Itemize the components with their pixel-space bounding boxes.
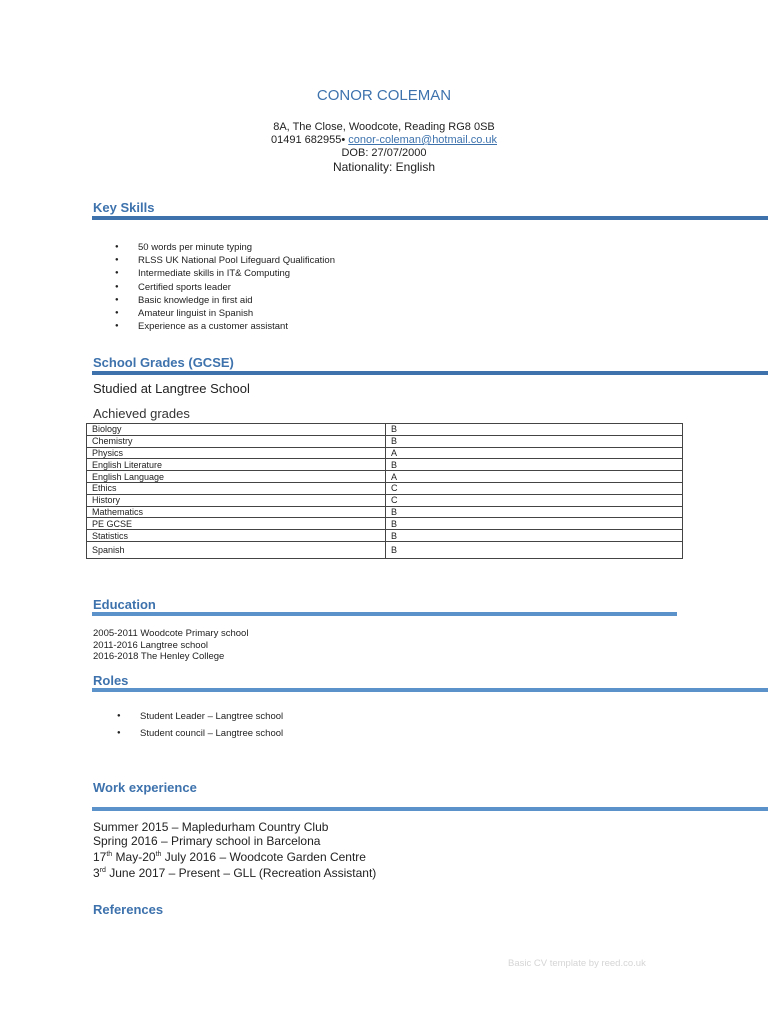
subject-cell: English Literature: [87, 459, 386, 471]
list-item: ● Amateur linguist in Spanish: [115, 307, 335, 320]
work-experience-list: [93, 820, 376, 880]
roles-heading: Roles: [93, 673, 129, 688]
grade-cell: C: [386, 494, 683, 506]
grades-table: [86, 423, 683, 559]
table-row: [87, 518, 683, 530]
list-item: 2011-2016 Langtree school: [93, 639, 208, 651]
subject-cell: PE GCSE: [87, 518, 386, 530]
achieved-grades-label: Achieved grades: [93, 406, 190, 421]
grade-cell: B: [386, 541, 683, 558]
list-item: ● Experience as a customer assistant: [115, 320, 335, 333]
address: 8A, The Close, Woodcote, Reading RG8 0SB: [273, 121, 495, 133]
school-grades-heading: School Grades (GCSE): [93, 355, 234, 370]
subject-cell: Statistics: [87, 530, 386, 542]
subject-cell: Ethics: [87, 482, 386, 494]
grade-cell: B: [386, 506, 683, 518]
table-row: [87, 541, 683, 558]
grade-cell: B: [386, 424, 683, 436]
phone-email-line: [0, 134, 768, 147]
list-item: ● Basic knowledge in first aid: [115, 294, 335, 307]
list-item: 17th May-20th July 2016 – Woodcote Garden Centre: [93, 850, 366, 864]
table-row: [87, 482, 683, 494]
work-experience-heading: Work experience: [93, 780, 197, 795]
table-row: [87, 459, 683, 471]
studied-at: Studied at Langtree School: [93, 381, 250, 396]
list-item: Spring 2016 – Primary school in Barcelona: [93, 834, 321, 848]
list-item: 3rd June 2017 – Present – GLL (Recreation Assistant): [93, 866, 377, 880]
email-link[interactable]: conor-coleman@hotmail.co.uk: [348, 134, 497, 146]
education-rule: [92, 612, 677, 616]
subject-cell: Mathematics: [87, 506, 386, 518]
roles-list: [117, 710, 283, 744]
grade-cell: A: [386, 447, 683, 459]
table-row: [87, 435, 683, 447]
list-item: ● RLSS UK National Pool Lifeguard Qualification: [115, 254, 335, 267]
subject-cell: Physics: [87, 447, 386, 459]
references-heading: References: [93, 902, 164, 917]
key-skills-rule: [92, 216, 768, 220]
subject-cell: English Language: [87, 471, 386, 483]
work-experience-rule: [92, 807, 768, 811]
table-row: [87, 471, 683, 483]
key-skills-list: [115, 241, 335, 333]
subject-cell: Biology: [87, 424, 386, 436]
list-item: ● Student council – Langtree school: [117, 727, 283, 740]
contact-block: [0, 121, 768, 175]
education-heading: Education: [93, 597, 156, 612]
education-list: [93, 628, 248, 663]
grade-cell: A: [386, 471, 683, 483]
school-grades-rule: [92, 371, 768, 375]
grade-cell: B: [386, 435, 683, 447]
table-row: [87, 424, 683, 436]
table-row: [87, 447, 683, 459]
key-skills-heading: Key Skills: [93, 200, 155, 215]
list-item: 2005-2011 Woodcote Primary school: [93, 628, 249, 639]
table-row: [87, 530, 683, 542]
grade-cell: B: [386, 530, 683, 542]
subject-cell: Spanish: [87, 541, 386, 558]
table-row: [87, 506, 683, 518]
list-item: ● 50 words per minute typing: [115, 241, 335, 254]
footer-credit: Basic CV template by reed.co.uk: [508, 958, 646, 969]
phone: 01491 682955•: [271, 134, 346, 146]
nationality: Nationality: English: [332, 160, 436, 174]
grade-cell: C: [386, 482, 683, 494]
grade-cell: B: [386, 459, 683, 471]
list-item: 2016-2018 The Henley College: [93, 651, 225, 662]
cv-name: CONOR COLEMAN: [316, 87, 452, 104]
list-item: ● Certified sports leader: [115, 281, 335, 294]
list-item: Summer 2015 – Mapledurham Country Club: [93, 820, 329, 834]
grade-cell: B: [386, 518, 683, 530]
subject-cell: History: [87, 494, 386, 506]
subject-cell: Chemistry: [87, 435, 386, 447]
dob: DOB: 27/07/2000: [341, 147, 427, 159]
table-row: [87, 494, 683, 506]
list-item: ● Student Leader – Langtree school: [117, 710, 283, 723]
list-item: ● Intermediate skills in IT& Computing: [115, 267, 335, 280]
roles-rule: [92, 688, 768, 692]
